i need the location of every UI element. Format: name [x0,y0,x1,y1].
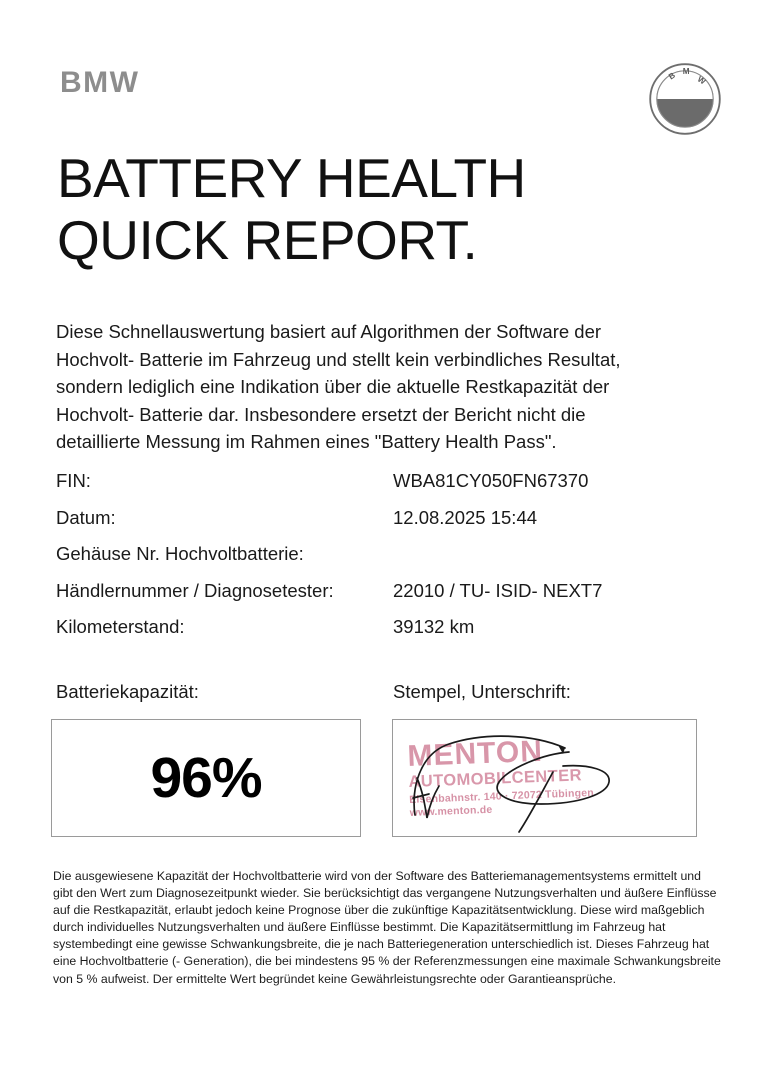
intro-line-1: Diese Schnellauswertung basiert auf Algorithmen der Software der [56,321,602,342]
stamp-signature-box [392,719,697,837]
fineprint-line-3: auf die Restkapazität, erlaubt jedoch keine Prognose über die zukünftige Kapazitätsentwicklung. Diese wird maßgeblich [53,903,705,918]
disclaimer-fineprint [53,868,721,988]
bmw-wordmark: BMW [60,66,140,99]
dealer-stamp-address: Eisenbahnstr. 140 · 72072 Tübingen [409,787,595,807]
fineprint-line-6: eine Hochvoltbatterie (- Generation), die bei mindestens 95 % der Referenzmessungen eine maximale Schwankungsbreite [53,954,721,969]
field-value-kilometerstand: 39132 km [393,616,475,637]
field-row-datum [56,507,696,544]
field-row-fin [56,470,696,507]
svg-text:B: B [667,70,677,82]
fineprint-line-5: systembedingt eine gewisse Schwankungsbreite, die je nach Batteriegeneration unterschiedlich ist. Dieses Fahrzeug hat [53,937,710,952]
intro-line-3: sondern lediglich eine Indikation über die aktuelle Restkapazität der [56,376,610,397]
battery-capacity-box [51,719,361,837]
fineprint-line-4: durch individuelles Nutzungsverhalten und äußere Einflüsse bestimmt. Die Kapazitätsermittlung im Fahrzeug hat [53,920,666,935]
field-label-datum: Datum: [56,506,116,528]
section-labels-row [56,681,701,707]
svg-text:W: W [695,74,708,87]
intro-paragraph [56,318,681,456]
field-label-fin: FIN: [56,470,91,491]
field-row-kilometerstand [56,616,696,653]
field-label-gehaeuse-nr: Gehäuse Nr. Hochvoltbatterie: [56,543,304,564]
svg-text:M: M [682,66,690,76]
field-label-haendlernummer: Händlernummer / Diagnosetester: [56,579,334,601]
vehicle-data-fields [56,470,696,653]
field-value-datum: 12.08.2025 15:44 [393,506,538,528]
intro-line-5: detaillierte Messung im Rahmen eines "Battery Health Pass". [56,431,557,452]
bmw-roundel-icon [648,62,722,136]
battery-capacity-value: 96% [150,745,262,810]
page-title [57,148,697,271]
fineprint-line-1: Die ausgewiesene Kapazität der Hochvoltbatterie wird von der Software des Batteriemanagementsystems ermittelt und [53,869,701,883]
page-title-line-2: QUICK REPORT. [57,208,478,271]
document-header [0,0,763,140]
stamp-signature-label: Stempel, Unterschrift: [393,681,571,702]
dealer-stamp-subtitle: AUTOMOBILCENTER [408,766,583,791]
field-value-haendlernummer: 22010 / TU- ISID- NEXT7 [393,579,603,601]
dealer-stamp-imprint [407,732,680,821]
fineprint-line-7: von 5 % aufweist. Der ermittelte Wert begründet keine Gewährleistungsrechte oder Garantieansprüche. [53,971,616,986]
intro-line-4: Hochvolt- Batterie dar. Insbesondere ersetzt der Bericht nicht die [56,403,586,425]
field-row-gehaeuse-nr [56,543,696,580]
field-value-fin: WBA81CY050FN67370 [393,470,589,491]
field-label-kilometerstand: Kilometerstand: [56,616,185,637]
fineprint-line-2: gibt den Wert zum Diagnosezeitpunkt wieder. Sie berücksichtigt das vergangene Nutzungsverhalten und äußere Einflüsse [53,886,717,901]
battery-capacity-label: Batteriekapazität: [56,681,199,702]
dealer-stamp-name: MENTON [406,734,544,773]
page-title-line-1: BATTERY HEALTH [57,147,526,209]
dealer-stamp-website: www.menton.de [409,804,493,820]
field-row-haendlernummer [56,580,696,617]
intro-line-2: Hochvolt- Batterie im Fahrzeug und stellt kein verbindliches Resultat, [56,348,621,370]
